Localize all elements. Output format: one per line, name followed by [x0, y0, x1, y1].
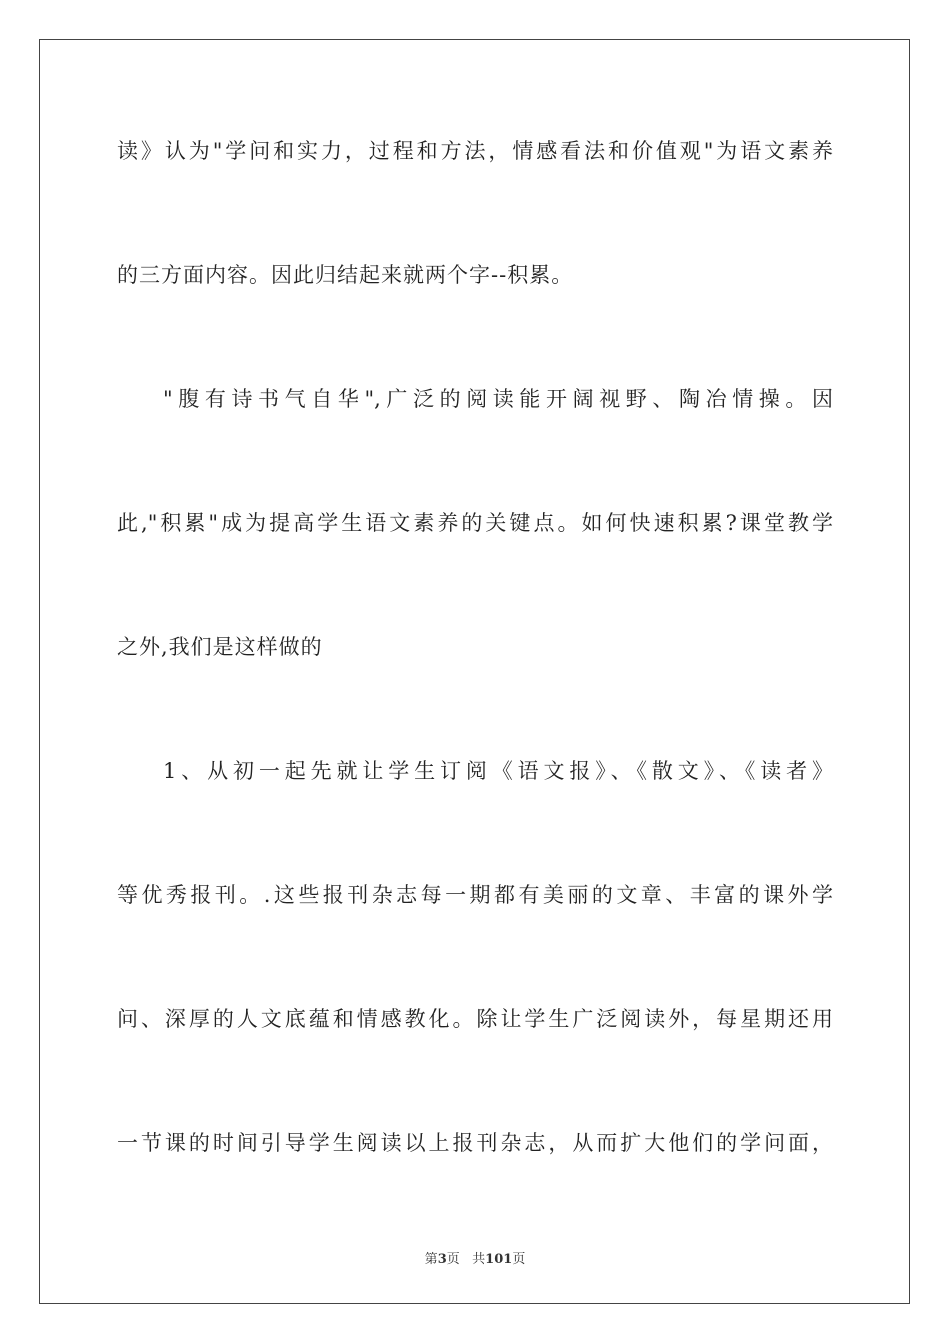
footer-total-pages: 101 — [485, 1252, 513, 1267]
body-line-6: 1、从初一起先就让学生订阅《语文报》、《散文》、《读者》 — [163, 759, 833, 783]
body-line-3: "腹有诗书气自华",广泛的阅读能开阔视野、陶冶情操。因 — [163, 387, 833, 411]
body-line-4: 此,"积累"成为提高学生语文素养的关键点。如何快速积累?课堂教学 — [117, 511, 833, 535]
body-line-7: 等优秀报刊。.这些报刊杂志每一期都有美丽的文章、丰富的课外学 — [117, 883, 833, 907]
body-line-5: 之外,我们是这样做的 — [117, 635, 323, 659]
page-footer — [0, 1248, 950, 1267]
page-border — [39, 39, 910, 1304]
body-line-1: 读》认为"学问和实力，过程和方法，情感看法和价值观"为语文素养 — [117, 139, 833, 163]
footer-total-prefix: 共 — [472, 1252, 486, 1267]
footer-page-suffix: 页 — [446, 1252, 460, 1267]
footer-total-suffix: 页 — [512, 1252, 526, 1267]
footer-page-number: 3 — [437, 1252, 447, 1267]
body-line-2: 的三方面内容。因此归结起来就两个字--积累。 — [117, 263, 574, 287]
body-line-8: 问、深厚的人文底蕴和情感教化。除让学生广泛阅读外，每星期还用 — [117, 1007, 833, 1031]
body-line-9: 一节课的时间引导学生阅读以上报刊杂志，从而扩大他们的学问面， — [117, 1131, 833, 1155]
footer-prefix: 第 — [424, 1252, 438, 1267]
